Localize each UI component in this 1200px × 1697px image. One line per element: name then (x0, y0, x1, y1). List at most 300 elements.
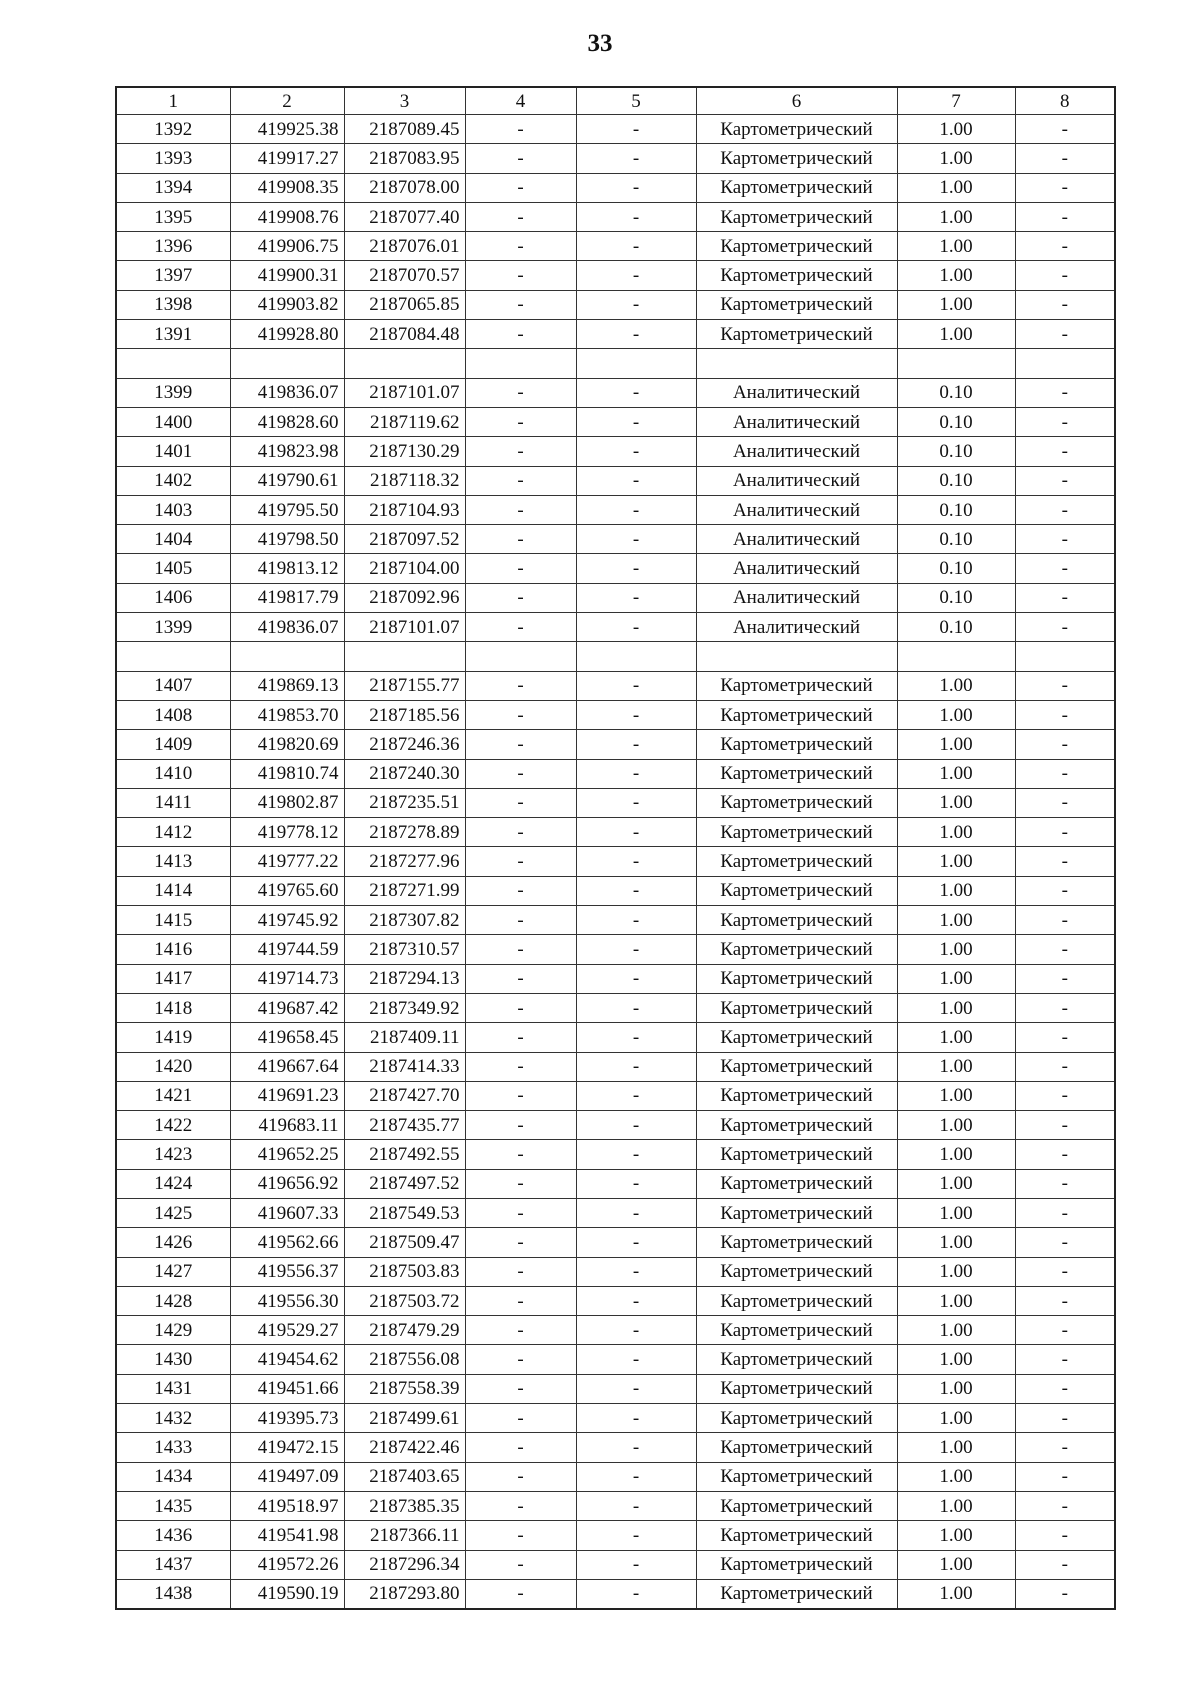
col-8-value-cell: - (1015, 906, 1115, 935)
method-cell: Картометрический (696, 906, 897, 935)
y-coordinate-cell: 2187310.57 (344, 935, 465, 964)
col-5-value-cell: - (576, 1374, 696, 1403)
method-cell: Картометрический (696, 876, 897, 905)
col-4-value-cell: - (465, 1316, 576, 1345)
col-8-value-cell (1015, 642, 1115, 671)
y-coordinate-cell: 2187097.52 (344, 525, 465, 554)
point-number-cell: 1422 (116, 1111, 230, 1140)
method-cell: Картометрический (696, 818, 897, 847)
table-row (116, 583, 1115, 612)
point-number-cell: 1399 (116, 613, 230, 642)
y-coordinate-cell: 2187155.77 (344, 671, 465, 700)
point-number-cell: 1438 (116, 1579, 230, 1609)
table-row (116, 290, 1115, 319)
y-coordinate-cell: 2187235.51 (344, 788, 465, 817)
col-4-value-cell: - (465, 1198, 576, 1227)
col-5-value-cell: - (576, 1462, 696, 1491)
col-4-value-cell: - (465, 847, 576, 876)
point-number-cell: 1403 (116, 495, 230, 524)
table-row (116, 876, 1115, 905)
column-header: 6 (696, 87, 897, 115)
method-cell: Картометрический (696, 1521, 897, 1550)
col-4-value-cell: - (465, 1521, 576, 1550)
table-row (116, 1111, 1115, 1140)
column-header: 5 (576, 87, 696, 115)
accuracy-cell: 1.00 (897, 964, 1015, 993)
point-number-cell: 1411 (116, 788, 230, 817)
table-row (116, 1257, 1115, 1286)
y-coordinate-cell: 2187070.57 (344, 261, 465, 290)
y-coordinate-cell: 2187409.11 (344, 1023, 465, 1052)
point-number-cell (116, 349, 230, 378)
col-4-value-cell: - (465, 993, 576, 1022)
table-row (116, 1081, 1115, 1110)
y-coordinate-cell: 2187509.47 (344, 1228, 465, 1257)
y-coordinate-cell: 2187104.93 (344, 495, 465, 524)
col-8-value-cell: - (1015, 495, 1115, 524)
x-coordinate-cell: 419869.13 (230, 671, 344, 700)
method-cell: Картометрический (696, 700, 897, 729)
accuracy-cell: 1.00 (897, 1345, 1015, 1374)
table-row (116, 759, 1115, 788)
method-cell: Картометрический (696, 290, 897, 319)
col-4-value-cell: - (465, 525, 576, 554)
col-4-value-cell: - (465, 115, 576, 144)
method-cell: Картометрический (696, 1550, 897, 1579)
x-coordinate-cell: 419667.64 (230, 1052, 344, 1081)
col-5-value-cell: - (576, 700, 696, 729)
point-number-cell: 1414 (116, 876, 230, 905)
x-coordinate-cell (230, 349, 344, 378)
method-cell: Картометрический (696, 1140, 897, 1169)
col-8-value-cell: - (1015, 202, 1115, 231)
col-8-value-cell: - (1015, 1081, 1115, 1110)
point-number-cell: 1416 (116, 935, 230, 964)
table-row (116, 993, 1115, 1022)
col-5-value-cell: - (576, 935, 696, 964)
col-8-value-cell: - (1015, 1257, 1115, 1286)
column-header: 7 (897, 87, 1015, 115)
x-coordinate-cell: 419562.66 (230, 1228, 344, 1257)
point-number-cell: 1397 (116, 261, 230, 290)
col-4-value-cell: - (465, 407, 576, 436)
table-row (116, 261, 1115, 290)
accuracy-cell: 1.00 (897, 202, 1015, 231)
col-8-value-cell: - (1015, 407, 1115, 436)
col-8-value-cell: - (1015, 1491, 1115, 1520)
table-row (116, 1228, 1115, 1257)
column-header: 2 (230, 87, 344, 115)
col-8-value-cell: - (1015, 261, 1115, 290)
col-8-value-cell: - (1015, 613, 1115, 642)
point-number-cell: 1393 (116, 144, 230, 173)
col-8-value-cell: - (1015, 583, 1115, 612)
col-4-value-cell: - (465, 1345, 576, 1374)
accuracy-cell: 1.00 (897, 115, 1015, 144)
col-8-value-cell: - (1015, 759, 1115, 788)
y-coordinate-cell: 2187185.56 (344, 700, 465, 729)
col-5-value-cell: - (576, 993, 696, 1022)
accuracy-cell: 1.00 (897, 1140, 1015, 1169)
method-cell: Картометрический (696, 1433, 897, 1462)
accuracy-cell: 1.00 (897, 173, 1015, 202)
x-coordinate-cell: 419497.09 (230, 1462, 344, 1491)
col-5-value-cell: - (576, 1404, 696, 1433)
y-coordinate-cell: 2187307.82 (344, 906, 465, 935)
table-row (116, 232, 1115, 261)
x-coordinate-cell: 419906.75 (230, 232, 344, 261)
col-5-value-cell: - (576, 466, 696, 495)
x-coordinate-cell: 419683.11 (230, 1111, 344, 1140)
x-coordinate-cell: 419853.70 (230, 700, 344, 729)
method-cell: Картометрический (696, 1462, 897, 1491)
x-coordinate-cell: 419908.35 (230, 173, 344, 202)
x-coordinate-cell: 419714.73 (230, 964, 344, 993)
table-row (116, 700, 1115, 729)
col-4-value-cell: - (465, 173, 576, 202)
col-8-value-cell: - (1015, 1462, 1115, 1491)
y-coordinate-cell: 2187118.32 (344, 466, 465, 495)
col-5-value-cell: - (576, 407, 696, 436)
method-cell: Картометрический (696, 935, 897, 964)
accuracy-cell: 1.00 (897, 788, 1015, 817)
accuracy-cell: 1.00 (897, 290, 1015, 319)
col-5-value-cell: - (576, 788, 696, 817)
accuracy-cell: 1.00 (897, 700, 1015, 729)
col-4-value-cell: - (465, 320, 576, 349)
method-cell: Картометрический (696, 1404, 897, 1433)
x-coordinate-cell: 419790.61 (230, 466, 344, 495)
x-coordinate-cell: 419745.92 (230, 906, 344, 935)
column-header: 4 (465, 87, 576, 115)
col-4-value-cell: - (465, 1228, 576, 1257)
col-4-value-cell: - (465, 583, 576, 612)
accuracy-cell: 1.00 (897, 1550, 1015, 1579)
col-5-value-cell: - (576, 759, 696, 788)
y-coordinate-cell: 2187101.07 (344, 378, 465, 407)
col-8-value-cell: - (1015, 1228, 1115, 1257)
table-row (116, 202, 1115, 231)
col-5-value-cell: - (576, 378, 696, 407)
col-8-value-cell: - (1015, 290, 1115, 319)
point-number-cell: 1419 (116, 1023, 230, 1052)
col-5-value-cell: - (576, 818, 696, 847)
x-coordinate-cell: 419687.42 (230, 993, 344, 1022)
table-row (116, 730, 1115, 759)
point-number-cell: 1427 (116, 1257, 230, 1286)
accuracy-cell: 1.00 (897, 759, 1015, 788)
col-4-value-cell: - (465, 1169, 576, 1198)
col-4-value-cell: - (465, 818, 576, 847)
col-8-value-cell: - (1015, 1433, 1115, 1462)
y-coordinate-cell: 2187503.83 (344, 1257, 465, 1286)
table-row (116, 1462, 1115, 1491)
method-cell: Картометрический (696, 1052, 897, 1081)
col-4-value-cell: - (465, 759, 576, 788)
accuracy-cell (897, 349, 1015, 378)
method-cell: Картометрический (696, 202, 897, 231)
col-8-value-cell: - (1015, 1550, 1115, 1579)
col-8-value-cell: - (1015, 1521, 1115, 1550)
col-4-value-cell: - (465, 1462, 576, 1491)
point-number-cell: 1412 (116, 818, 230, 847)
method-cell: Картометрический (696, 759, 897, 788)
x-coordinate-cell: 419656.92 (230, 1169, 344, 1198)
point-number-cell: 1425 (116, 1198, 230, 1227)
accuracy-cell: 1.00 (897, 671, 1015, 700)
col-5-value-cell: - (576, 613, 696, 642)
method-cell: Аналитический (696, 378, 897, 407)
table-row (116, 847, 1115, 876)
point-number-cell: 1407 (116, 671, 230, 700)
method-cell: Аналитический (696, 407, 897, 436)
col-4-value-cell: - (465, 671, 576, 700)
point-number-cell: 1424 (116, 1169, 230, 1198)
col-8-value-cell: - (1015, 1169, 1115, 1198)
method-cell: Картометрический (696, 320, 897, 349)
x-coordinate-cell: 419518.97 (230, 1491, 344, 1520)
y-coordinate-cell: 2187293.80 (344, 1579, 465, 1609)
y-coordinate-cell: 2187492.55 (344, 1140, 465, 1169)
y-coordinate-cell: 2187556.08 (344, 1345, 465, 1374)
col-5-value-cell: - (576, 1198, 696, 1227)
col-5-value-cell: - (576, 1169, 696, 1198)
method-cell: Картометрический (696, 1374, 897, 1403)
y-coordinate-cell: 2187294.13 (344, 964, 465, 993)
method-cell: Аналитический (696, 525, 897, 554)
point-number-cell: 1398 (116, 290, 230, 319)
method-cell: Картометрический (696, 144, 897, 173)
y-coordinate-cell: 2187479.29 (344, 1316, 465, 1345)
table-row (116, 554, 1115, 583)
col-4-value-cell: - (465, 1491, 576, 1520)
col-4-value-cell: - (465, 1286, 576, 1315)
accuracy-cell: 1.00 (897, 1579, 1015, 1609)
table-row (116, 1140, 1115, 1169)
table-row (116, 407, 1115, 436)
y-coordinate-cell: 2187104.00 (344, 554, 465, 583)
point-number-cell: 1402 (116, 466, 230, 495)
table-row (116, 818, 1115, 847)
col-5-value-cell: - (576, 906, 696, 935)
col-4-value-cell: - (465, 1140, 576, 1169)
method-cell: Картометрический (696, 1286, 897, 1315)
accuracy-cell: 1.00 (897, 144, 1015, 173)
point-number-cell: 1413 (116, 847, 230, 876)
method-cell: Картометрический (696, 730, 897, 759)
col-5-value-cell: - (576, 261, 696, 290)
accuracy-cell: 0.10 (897, 613, 1015, 642)
col-4-value-cell: - (465, 1081, 576, 1110)
col-8-value-cell: - (1015, 1198, 1115, 1227)
table-row (116, 964, 1115, 993)
table-row (116, 1052, 1115, 1081)
x-coordinate-cell: 419810.74 (230, 759, 344, 788)
col-5-value-cell: - (576, 671, 696, 700)
col-5-value-cell: - (576, 583, 696, 612)
col-4-value-cell: - (465, 1111, 576, 1140)
y-coordinate-cell (344, 642, 465, 671)
method-cell: Картометрический (696, 1023, 897, 1052)
accuracy-cell: 1.00 (897, 1228, 1015, 1257)
x-coordinate-cell: 419395.73 (230, 1404, 344, 1433)
x-coordinate-cell: 419903.82 (230, 290, 344, 319)
accuracy-cell: 1.00 (897, 1052, 1015, 1081)
point-number-cell: 1433 (116, 1433, 230, 1462)
table-row (116, 466, 1115, 495)
col-4-value-cell: - (465, 700, 576, 729)
col-4-value-cell (465, 642, 576, 671)
method-cell: Картометрический (696, 993, 897, 1022)
method-cell: Картометрический (696, 1316, 897, 1345)
x-coordinate-cell: 419777.22 (230, 847, 344, 876)
method-cell: Картометрический (696, 1169, 897, 1198)
x-coordinate-cell: 419795.50 (230, 495, 344, 524)
point-number-cell: 1426 (116, 1228, 230, 1257)
y-coordinate-cell: 2187083.95 (344, 144, 465, 173)
col-4-value-cell: - (465, 788, 576, 817)
y-coordinate-cell: 2187427.70 (344, 1081, 465, 1110)
table-row (116, 437, 1115, 466)
table-row (116, 642, 1115, 671)
col-5-value-cell: - (576, 525, 696, 554)
y-coordinate-cell: 2187119.62 (344, 407, 465, 436)
y-coordinate-cell: 2187278.89 (344, 818, 465, 847)
accuracy-cell: 1.00 (897, 1374, 1015, 1403)
x-coordinate-cell: 419652.25 (230, 1140, 344, 1169)
col-8-value-cell (1015, 349, 1115, 378)
col-8-value-cell: - (1015, 964, 1115, 993)
accuracy-cell: 1.00 (897, 1316, 1015, 1345)
table-row (116, 349, 1115, 378)
col-5-value-cell: - (576, 1550, 696, 1579)
y-coordinate-cell: 2187414.33 (344, 1052, 465, 1081)
accuracy-cell: 1.00 (897, 232, 1015, 261)
y-coordinate-cell: 2187271.99 (344, 876, 465, 905)
method-cell: Картометрический (696, 788, 897, 817)
point-number-cell: 1430 (116, 1345, 230, 1374)
accuracy-cell: 1.00 (897, 320, 1015, 349)
method-cell: Картометрический (696, 964, 897, 993)
table-row (116, 320, 1115, 349)
y-coordinate-cell: 2187077.40 (344, 202, 465, 231)
point-number-cell: 1410 (116, 759, 230, 788)
method-cell: Картометрический (696, 847, 897, 876)
x-coordinate-cell: 419828.60 (230, 407, 344, 436)
col-5-value-cell: - (576, 1023, 696, 1052)
col-4-value-cell: - (465, 261, 576, 290)
method-cell: Картометрический (696, 1491, 897, 1520)
accuracy-cell: 1.00 (897, 1111, 1015, 1140)
method-cell: Картометрический (696, 1228, 897, 1257)
x-coordinate-cell: 419917.27 (230, 144, 344, 173)
point-number-cell: 1399 (116, 378, 230, 407)
col-8-value-cell: - (1015, 935, 1115, 964)
col-4-value-cell: - (465, 437, 576, 466)
col-8-value-cell: - (1015, 437, 1115, 466)
accuracy-cell: 1.00 (897, 261, 1015, 290)
col-5-value-cell: - (576, 1316, 696, 1345)
accuracy-cell: 1.00 (897, 1433, 1015, 1462)
x-coordinate-cell: 419572.26 (230, 1550, 344, 1579)
col-8-value-cell: - (1015, 671, 1115, 700)
y-coordinate-cell: 2187240.30 (344, 759, 465, 788)
col-8-value-cell: - (1015, 1579, 1115, 1609)
column-header: 1 (116, 87, 230, 115)
accuracy-cell: 1.00 (897, 1491, 1015, 1520)
column-header: 3 (344, 87, 465, 115)
accuracy-cell: 1.00 (897, 1081, 1015, 1110)
table-row (116, 173, 1115, 202)
point-number-cell: 1437 (116, 1550, 230, 1579)
point-number-cell: 1409 (116, 730, 230, 759)
col-5-value-cell: - (576, 173, 696, 202)
y-coordinate-cell: 2187549.53 (344, 1198, 465, 1227)
col-5-value-cell: - (576, 847, 696, 876)
col-5-value-cell: - (576, 1081, 696, 1110)
y-coordinate-cell: 2187499.61 (344, 1404, 465, 1433)
y-coordinate-cell: 2187092.96 (344, 583, 465, 612)
method-cell: Картометрический (696, 1081, 897, 1110)
table-row (116, 144, 1115, 173)
method-cell: Картометрический (696, 115, 897, 144)
table-row (116, 1550, 1115, 1579)
col-5-value-cell (576, 349, 696, 378)
x-coordinate-cell: 419607.33 (230, 1198, 344, 1227)
x-coordinate-cell: 419928.80 (230, 320, 344, 349)
y-coordinate-cell: 2187366.11 (344, 1521, 465, 1550)
col-5-value-cell: - (576, 1228, 696, 1257)
col-5-value-cell: - (576, 115, 696, 144)
method-cell: Картометрический (696, 1198, 897, 1227)
col-8-value-cell: - (1015, 1404, 1115, 1433)
x-coordinate-cell: 419817.79 (230, 583, 344, 612)
method-cell: Аналитический (696, 583, 897, 612)
col-8-value-cell: - (1015, 1052, 1115, 1081)
x-coordinate-cell: 419900.31 (230, 261, 344, 290)
col-5-value-cell: - (576, 1579, 696, 1609)
x-coordinate-cell: 419744.59 (230, 935, 344, 964)
x-coordinate-cell: 419823.98 (230, 437, 344, 466)
col-8-value-cell: - (1015, 788, 1115, 817)
col-4-value-cell: - (465, 730, 576, 759)
x-coordinate-cell: 419541.98 (230, 1521, 344, 1550)
x-coordinate-cell: 419556.30 (230, 1286, 344, 1315)
col-4-value-cell: - (465, 466, 576, 495)
col-8-value-cell: - (1015, 378, 1115, 407)
x-coordinate-cell: 419836.07 (230, 378, 344, 407)
table-row (116, 1491, 1115, 1520)
y-coordinate-cell: 2187089.45 (344, 115, 465, 144)
col-5-value-cell: - (576, 290, 696, 319)
accuracy-cell: 0.10 (897, 525, 1015, 554)
x-coordinate-cell: 419765.60 (230, 876, 344, 905)
col-8-value-cell: - (1015, 700, 1115, 729)
col-8-value-cell: - (1015, 730, 1115, 759)
col-8-value-cell: - (1015, 1345, 1115, 1374)
col-5-value-cell: - (576, 232, 696, 261)
y-coordinate-cell: 2187246.36 (344, 730, 465, 759)
col-8-value-cell: - (1015, 1140, 1115, 1169)
col-8-value-cell: - (1015, 466, 1115, 495)
method-cell: Картометрический (696, 173, 897, 202)
y-coordinate-cell: 2187403.65 (344, 1462, 465, 1491)
accuracy-cell: 1.00 (897, 935, 1015, 964)
x-coordinate-cell: 419451.66 (230, 1374, 344, 1403)
y-coordinate-cell: 2187385.35 (344, 1491, 465, 1520)
point-number-cell: 1420 (116, 1052, 230, 1081)
accuracy-cell: 1.00 (897, 1169, 1015, 1198)
